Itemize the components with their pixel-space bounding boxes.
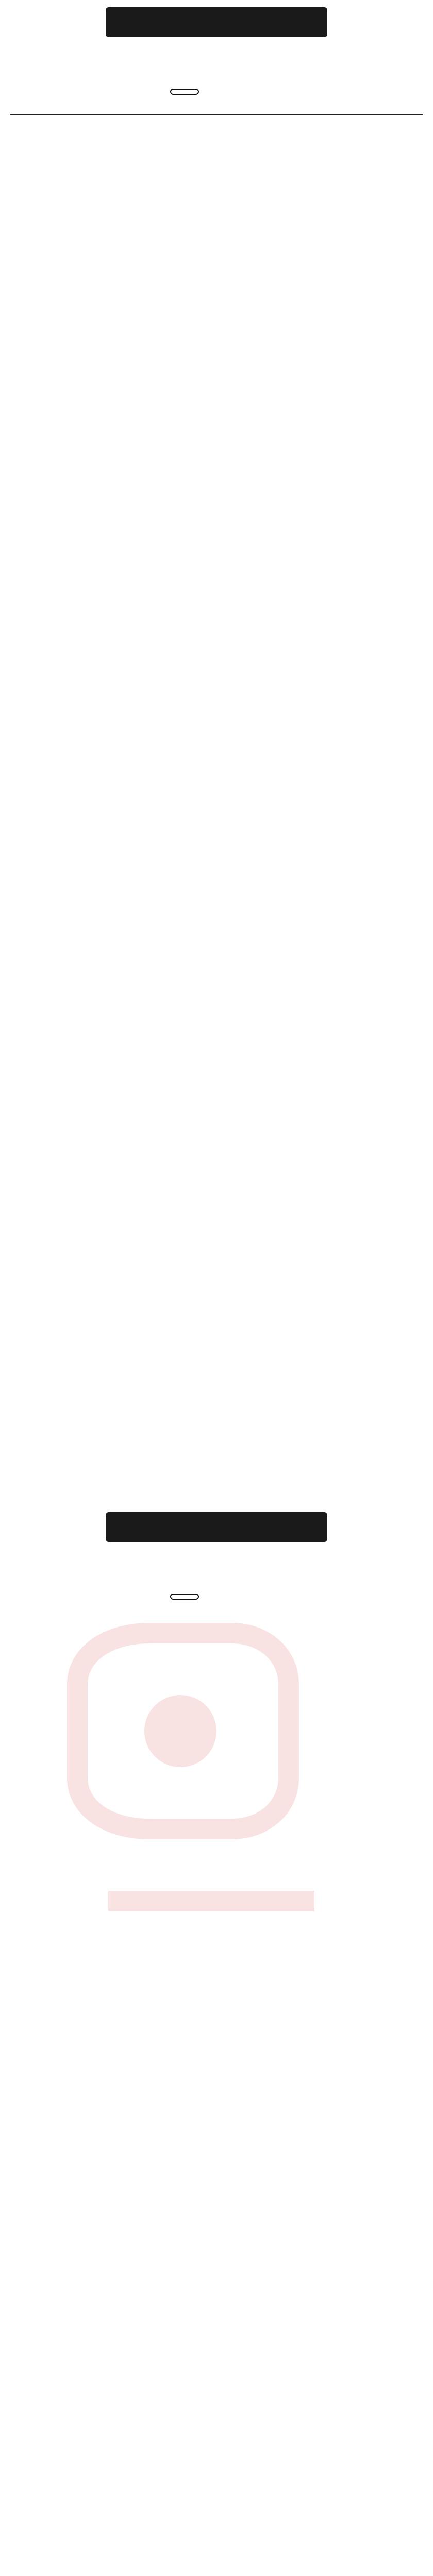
- paper2-banner: [106, 1512, 327, 1542]
- watermark-logo: [46, 1623, 366, 2045]
- paper1-group: [170, 89, 199, 95]
- paper1-banner: [106, 7, 327, 37]
- paper2-group: [170, 1594, 199, 1600]
- divider: [10, 114, 423, 115]
